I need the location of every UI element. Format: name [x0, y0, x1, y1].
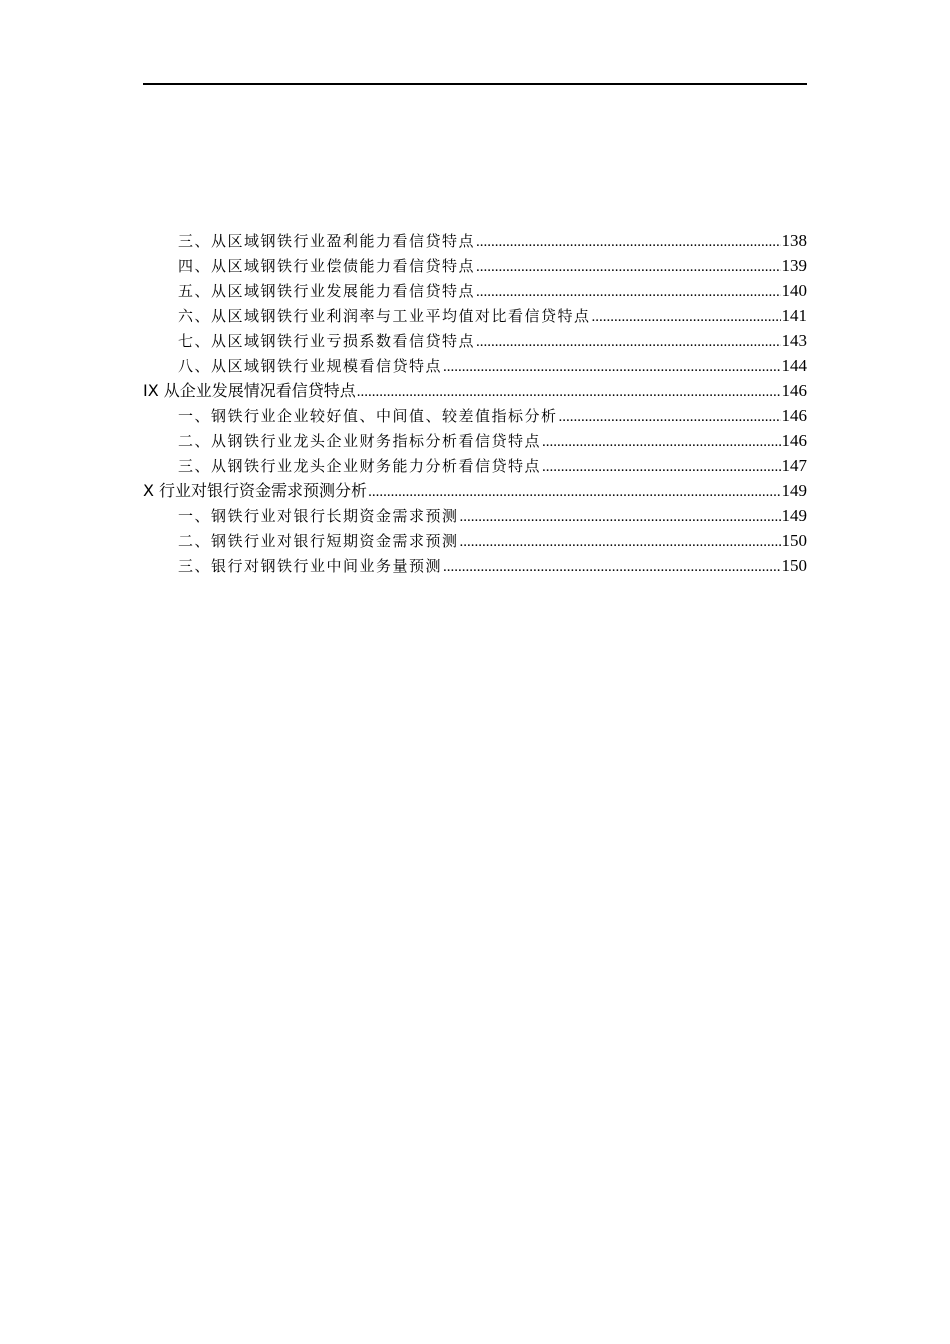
toc-entry-title: 二、钢铁行业对银行短期资金需求预测 — [178, 532, 459, 550]
toc-dot-leader — [476, 280, 780, 305]
toc-entry[interactable] — [143, 428, 807, 453]
toc-entry[interactable] — [143, 528, 807, 553]
toc-dot-leader — [559, 405, 781, 430]
toc-entry-title: 二、从钢铁行业龙头企业财务指标分析看信贷特点 — [178, 432, 542, 450]
toc-entry[interactable] — [143, 503, 807, 528]
toc-entry-title: 四、从区域钢铁行业偿债能力看信贷特点 — [178, 257, 476, 275]
toc-entry[interactable] — [143, 303, 807, 328]
toc-entry-title: 三、银行对钢铁行业中间业务量预测 — [178, 557, 443, 575]
toc-entry[interactable] — [143, 453, 807, 478]
toc-entry-page: 150 — [781, 556, 807, 575]
toc-entry[interactable] — [143, 403, 807, 428]
toc-entry-page: 146 — [781, 406, 807, 425]
toc-dot-leader — [368, 480, 780, 505]
toc-dot-leader — [542, 455, 780, 480]
toc-entry-page: 150 — [781, 531, 807, 550]
toc-chapter-entry[interactable] — [143, 378, 807, 403]
toc-entry-page: 143 — [781, 331, 807, 350]
toc-chapter-page: 149 — [781, 481, 807, 500]
toc-entry-page: 144 — [781, 356, 807, 375]
toc-entry-title: 一、钢铁行业对银行长期资金需求预测 — [178, 507, 459, 525]
toc-dot-leader — [443, 355, 780, 380]
toc-dot-leader — [476, 230, 780, 255]
toc-entry[interactable] — [143, 253, 807, 278]
toc-entry[interactable] — [143, 228, 807, 253]
toc-entry-page: 141 — [781, 306, 807, 325]
toc-chapter-title: X 行业对银行资金需求预测分析 — [143, 481, 368, 500]
toc-dot-leader — [476, 255, 780, 280]
toc-entry[interactable] — [143, 328, 807, 353]
toc-entry-title: 七、从区域钢铁行业亏损系数看信贷特点 — [178, 332, 476, 350]
toc-entry[interactable] — [143, 553, 807, 578]
toc-entry-page: 138 — [781, 231, 807, 250]
toc-entry[interactable] — [143, 278, 807, 303]
toc-dot-leader — [357, 380, 781, 405]
toc-entry-page: 146 — [781, 431, 807, 450]
toc-dot-leader — [476, 330, 780, 355]
toc-dot-leader — [460, 505, 781, 530]
toc-entry-title: 三、从钢铁行业龙头企业财务能力分析看信贷特点 — [178, 457, 542, 475]
toc-chapter-entry[interactable] — [143, 478, 807, 503]
toc-dot-leader — [542, 430, 780, 455]
toc-entry-page: 149 — [781, 506, 807, 525]
toc-dot-leader — [443, 555, 780, 580]
toc-entry-title: 五、从区域钢铁行业发展能力看信贷特点 — [178, 282, 476, 300]
header-rule — [143, 83, 807, 85]
toc-entry-title: 八、从区域钢铁行业规模看信贷特点 — [178, 357, 443, 375]
toc-entry-page: 140 — [781, 281, 807, 300]
toc-entry-title: 三、从区域钢铁行业盈利能力看信贷特点 — [178, 232, 476, 250]
toc-entry-page: 139 — [781, 256, 807, 275]
toc-entry[interactable] — [143, 353, 807, 378]
table-of-contents — [143, 228, 807, 578]
toc-entry-page: 147 — [781, 456, 807, 475]
toc-chapter-page: 146 — [781, 381, 807, 400]
toc-entry-title: 六、从区域钢铁行业利润率与工业平均值对比看信贷特点 — [178, 307, 591, 325]
toc-dot-leader — [460, 530, 781, 555]
toc-dot-leader — [592, 305, 781, 330]
toc-entry-title: 一、钢铁行业企业较好值、中间值、较差值指标分析 — [178, 407, 558, 425]
toc-chapter-title: IX 从企业发展情况看信贷特点 — [143, 381, 356, 400]
